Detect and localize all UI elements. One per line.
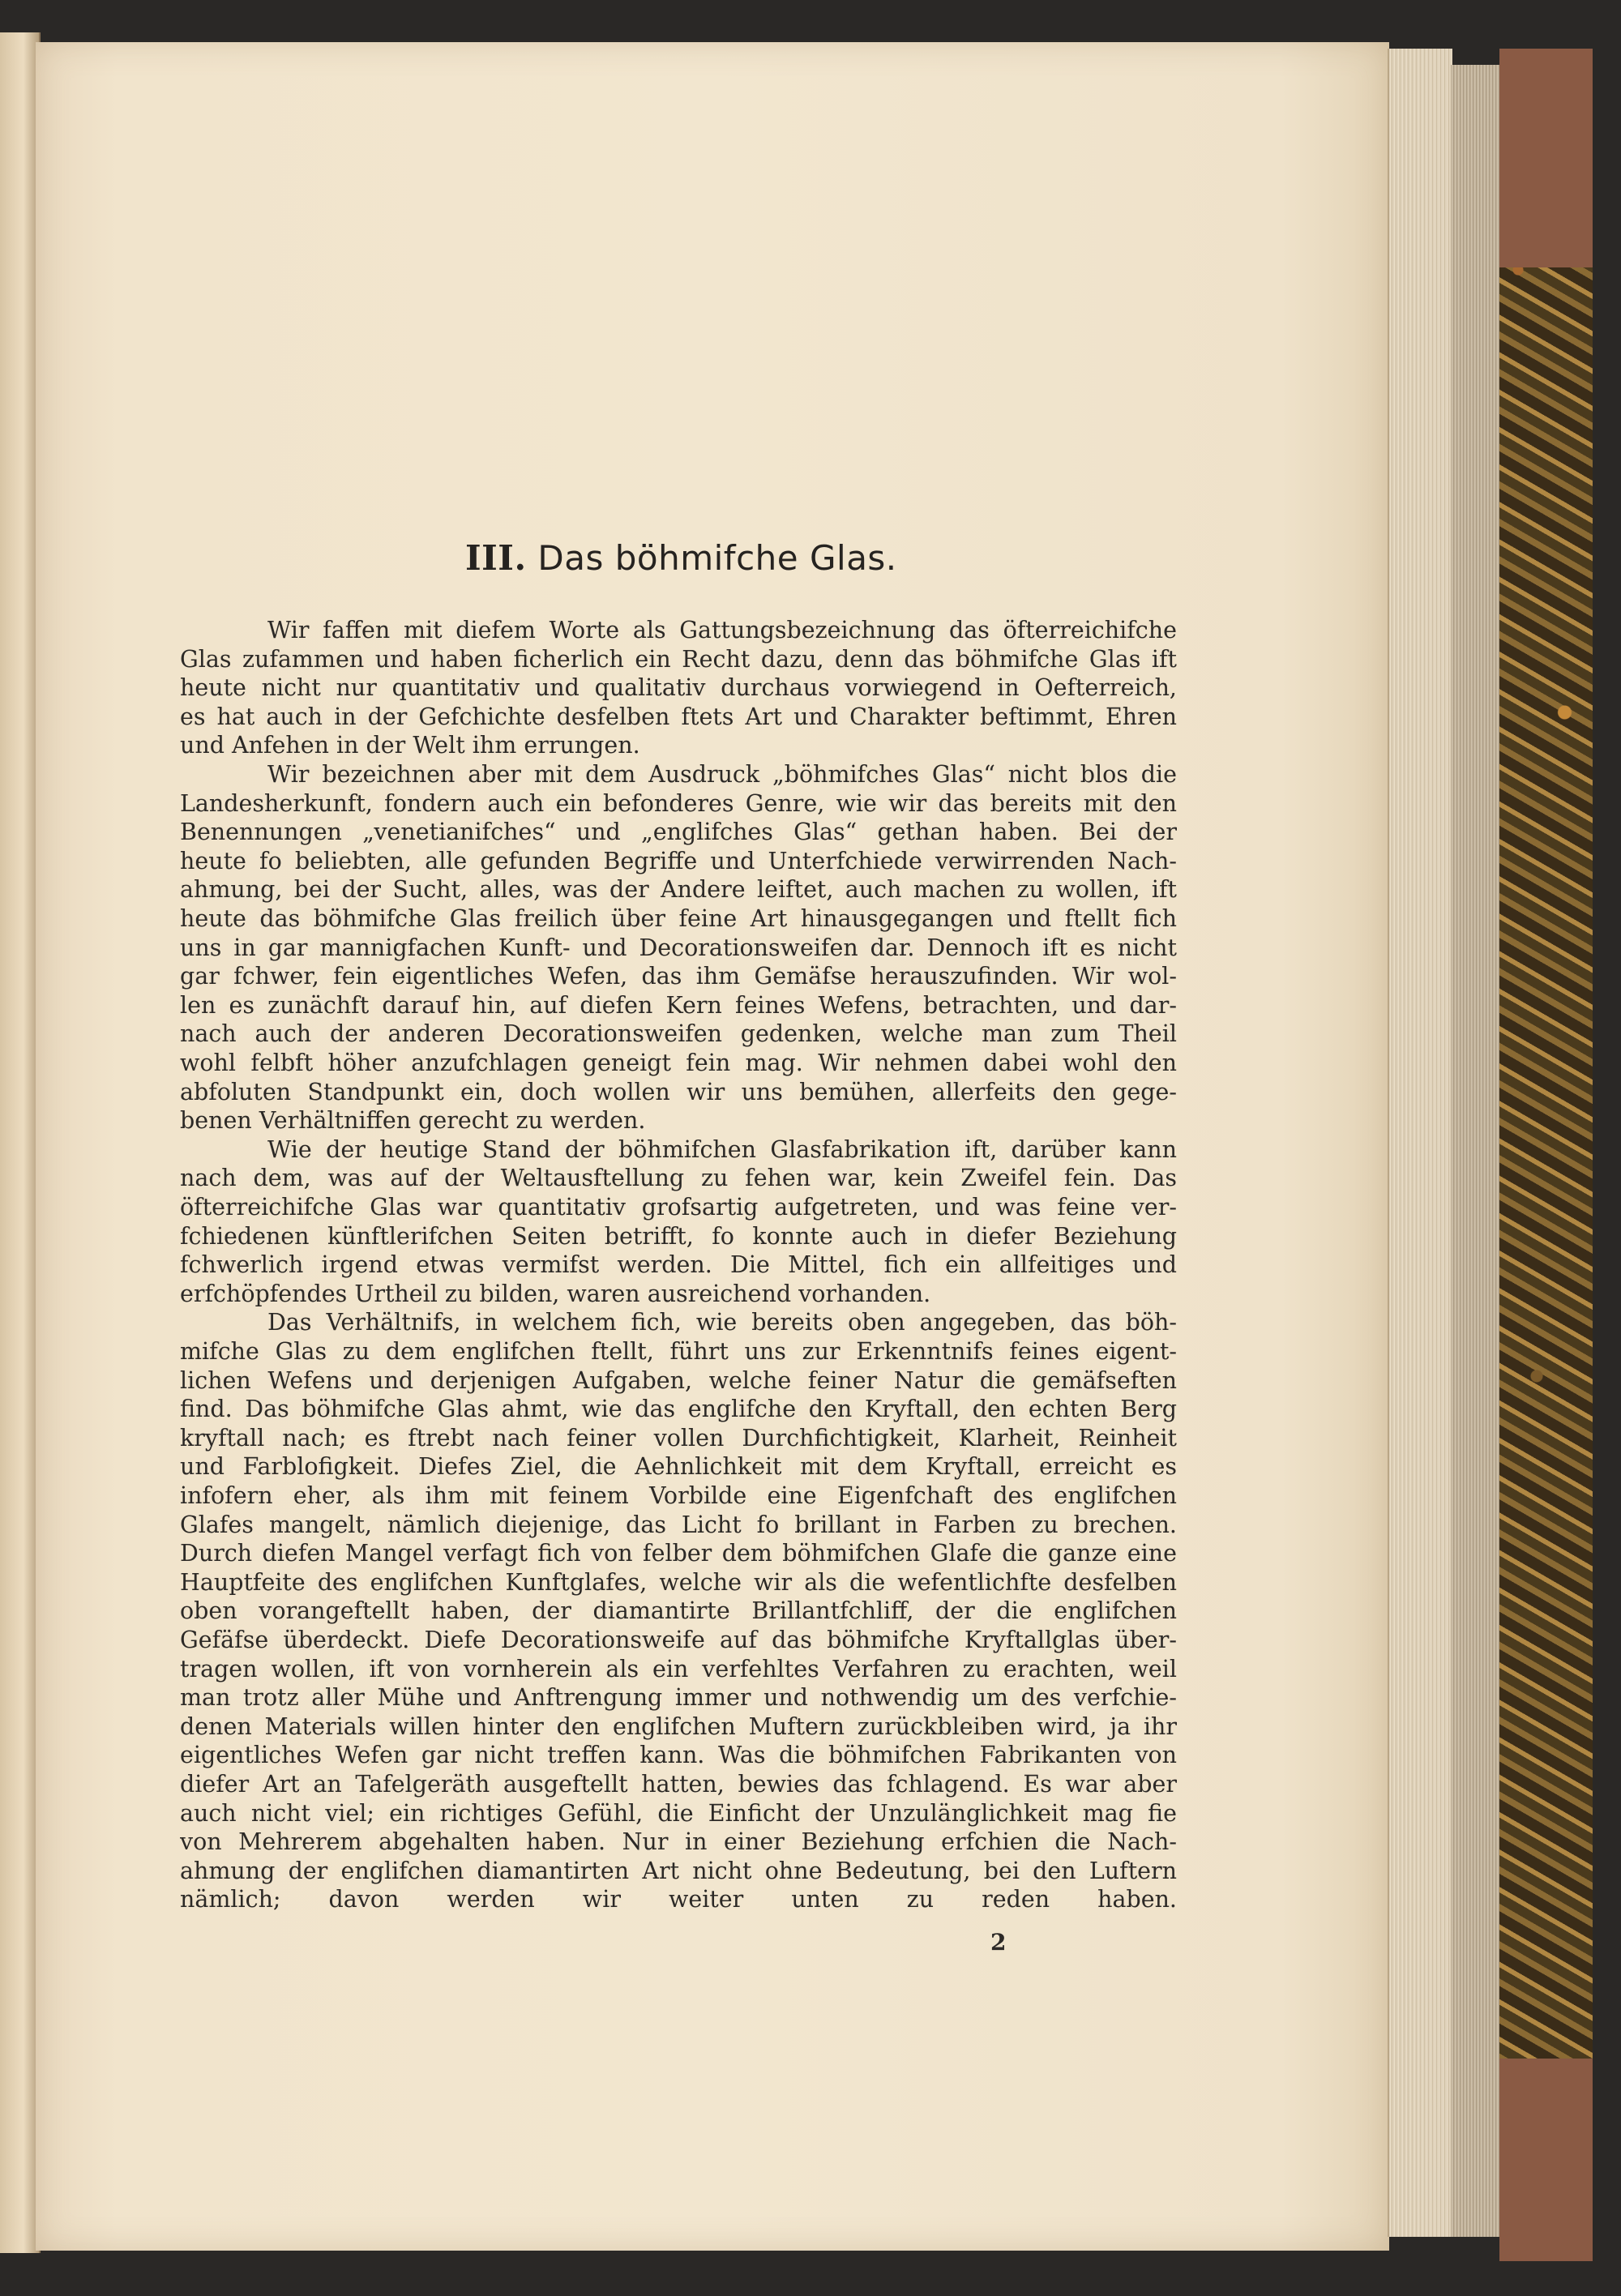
chapter-title: [465, 538, 897, 587]
text-line: heute nicht nur quantitativ und qualitativ durchaus vorwiegend in Oefterreich,: [180, 674, 1177, 702]
text-line: fchiedenen künftlerifchen Seiten betrifft, fo konnte auch in diefer Beziehung: [180, 1222, 1177, 1250]
chapter-title-text: Das böhmifche Glas.: [537, 538, 897, 578]
facing-page-edge: [0, 32, 41, 2253]
text-line: Landesherkunft, fondern auch ein befonderes Genre, wie wir das bereits mit den: [180, 789, 1177, 817]
text-line: Gefäfse überdeckt. Diefe Decorationsweife auf das böhmifche Kryftallglas über-: [180, 1627, 1177, 1653]
text-line: ahmung, bei der Sucht, alles, was der Andere leiftet, auch machen zu wollen, ift: [180, 876, 1177, 904]
text-line: infofern eher, als ihm mit feinem Vorbilde eine Eigenfchaft des englifchen: [180, 1482, 1177, 1509]
text-line: oben vorangeftellt haben, der diamantirte Brillantfchliff, der die englifchen: [180, 1597, 1177, 1625]
text-line: und Farblofigkeit. Diefes Ziel, die Aehnlichkeit mit dem Kryftall, erreicht es: [180, 1453, 1177, 1481]
text-line: ahmung der englifchen diamantirten Art nicht ohne Bedeutung, bei den Luftern: [180, 1857, 1177, 1884]
text-line: heute das böhmifche Glas freilich über feine Art hinausgegangen und ftellt fich: [180, 905, 1177, 932]
text-line: len es zunächft darauf hin, auf diefen Kern feines Wefens, betrachten, und dar-: [180, 991, 1177, 1019]
text-line: nach auch der anderen Decorationsweifen gedenken, welche man zum Theil: [180, 1020, 1177, 1048]
marbled-cover: [1499, 49, 1593, 2261]
text-line: wohl felbft höher anzufchlagen geneigt fein mag. Wir nehmen dabei wohl den: [180, 1050, 1177, 1076]
text-line: man trotz aller Mühe und Anftrengung immer und nothwendig um des verfchie-: [180, 1684, 1177, 1712]
text-line: denen Materials willen hinter den englifchen Muftern zurückbleiben wird, ja ihr: [180, 1712, 1177, 1740]
text-line: auch nicht viel; ein richtiges Gefühl, die Einficht der Unzulänglichkeit mag fie: [180, 1799, 1177, 1827]
page-block-edges: [1388, 49, 1452, 2237]
text-line: Hauptfeite des englifchen Kunftglafes, welche wir als die wefentlichfte desfelben: [180, 1568, 1177, 1596]
text-line: Wir bezeichnen aber mit dem Ausdruck „böhmifches Glas“ nicht blos die: [267, 761, 1177, 788]
text-line: und Anfehen in der Welt ihm errungen.: [180, 732, 640, 759]
text-line: nach dem, was auf der Weltausftellung zu fehen war, kein Zweifel fein. Das: [180, 1165, 1177, 1192]
cover-leather-corner-bottom: [1499, 2059, 1593, 2261]
cover-leather-corner-top: [1499, 49, 1593, 267]
text-line: erfchöpfendes Urtheil zu bilden, waren ausreichend vorhanden.: [180, 1280, 931, 1307]
text-line: lichen Wefens und derjenigen Aufgaben, welche feiner Natur die gemäfseften: [180, 1366, 1177, 1394]
text-line: Glas zufammen und haben ficherlich ein Recht dazu, denn das böhmifche Glas ift: [180, 645, 1177, 673]
text-line: Durch diefen Mangel verfagt fich von felber dem böhmifchen Glafe die ganze eine: [180, 1540, 1177, 1567]
text-line: fchwerlich irgend etwas vermifst werden. Die Mittel, fich ein allfeitiges und: [180, 1251, 1177, 1279]
text-line: Wir faffen mit diefem Worte als Gattungsbezeichnung das öfterreichifche: [267, 617, 1177, 643]
text-line: gar fchwer, fein eigentliches Wefen, das ihm Gemäfse herauszufinden. Wir wol-: [180, 963, 1177, 990]
page-block-shadow: [1451, 65, 1499, 2237]
text-line: find. Das böhmifche Glas ahmt, wie das englifche den Kryftall, den echten Berg: [180, 1396, 1177, 1423]
text-line: abfoluten Standpunkt ein, doch wollen wir uns bemühen, allerfeits den gege-: [180, 1078, 1177, 1105]
page-number: 2: [990, 1929, 1007, 1956]
text-line: öfterreichifche Glas war quantitativ grofsartig aufgetreten, und was feine ver-: [180, 1194, 1177, 1221]
text-line: uns in gar mannigfachen Kunft- und Decorationsweifen dar. Dennoch ift es nicht: [180, 934, 1177, 961]
text-line: von Mehrerem abgehalten haben. Nur in einer Beziehung erfchien die Nach-: [180, 1828, 1177, 1856]
text-line: Benennungen „venetianifches“ und „englifches Glas“ gethan haben. Bei der: [180, 819, 1177, 846]
text-line: Glafes mangelt, nämlich diejenige, das Licht fo brillant in Farben zu brechen.: [180, 1511, 1177, 1538]
text-line: benen Verhältniffen gerecht zu werden.: [180, 1107, 646, 1135]
text-line: mifche Glas zu dem englifchen ftellt, führt uns zur Erkenntnifs feines eigent-: [180, 1338, 1177, 1365]
text-line: kryftall nach; es ftrebt nach feiner vollen Durchfichtigkeit, Klarheit, Reinheit: [180, 1424, 1177, 1452]
text-line: nämlich; davon werden wir weiter unten zu reden haben.: [180, 1886, 1177, 1913]
text-line: es hat auch in der Gefchichte desfelben ftets Art und Charakter beftimmt, Ehren: [180, 703, 1177, 730]
text-line: heute fo beliebten, alle gefunden Begriffe und Unterfchiede verwirrenden Nach-: [180, 847, 1177, 874]
text-line: diefer Art an Tafelgeräth ausgeftellt hatten, bewies das fchlagend. Es war aber: [180, 1771, 1177, 1798]
chapter-numeral: III.: [465, 538, 527, 578]
text-line: Das Verhältnifs, in welchem fich, wie bereits oben angegeben, das böh-: [267, 1309, 1177, 1336]
text-line: eigentliches Wefen gar nicht treffen kann. Was die böhmifchen Fabrikanten von: [180, 1742, 1177, 1769]
text-line: Wie der heutige Stand der böhmifchen Glasfabrikation ift, darüber kann: [267, 1135, 1177, 1163]
text-line: tragen wollen, ift von vornherein als ein verfehltes Verfahren zu erachten, weil: [180, 1655, 1177, 1682]
